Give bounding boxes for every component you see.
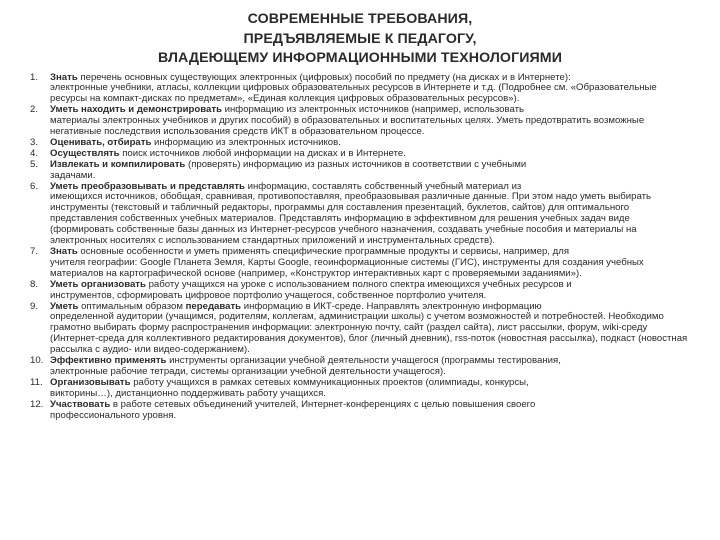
item-keyword: Уметь преобразовывать и представлять (50, 180, 245, 192)
item-continuation: викторины…), дистанционно поддерживать работу учащихся. (50, 387, 326, 399)
item-keyword: Уметь организовать (50, 278, 146, 290)
item-first-line: информацию из электронных источников (например, использовать (221, 104, 525, 116)
item-text (50, 280, 692, 302)
title-line-3: ВЛАДЕЮЩЕМУ ИНФОРМАЦИОННЫМИ ТЕХНОЛОГИЯМИ (157, 50, 563, 66)
list-item (28, 378, 692, 400)
item-number: 10. (30, 355, 44, 367)
item-text (50, 302, 692, 357)
item-number: 5. (30, 158, 39, 170)
item-number: 9. (30, 300, 39, 312)
item-keyword: Эффективно применять (50, 355, 167, 367)
item-keyword: Знать (50, 246, 78, 257)
list-item (28, 400, 692, 422)
item-text (50, 378, 692, 400)
item-text (50, 73, 692, 106)
item-number: 6. (30, 180, 39, 192)
item-keyword: Осуществлять (50, 147, 120, 159)
item-number: 12. (30, 398, 44, 410)
item-keyword: Оценивать, отбирать (50, 136, 152, 148)
item-continuation: электронные рабочие тетради, системы организации учебной деятельности учащегося). (50, 365, 446, 377)
item-first-line: (проверять) информацию из разных источников в соответствии с учебными (185, 158, 527, 170)
item-continuation: материалы электронных учебников и других пособий) в образовательных и воспитательных целях. Уметь предотвратить возможные негативные последствия использования средств ИКТ в образовательном процессе. (50, 115, 645, 138)
list-item (28, 302, 692, 357)
list-item (28, 356, 692, 378)
requirements-list (28, 73, 692, 422)
item-text (50, 105, 692, 138)
item-first-line: перечень основных существующих электронных (цифровых) пособий по предмету (на дисках и в Интернете): (77, 71, 571, 83)
item-number: 1. (30, 71, 39, 83)
item-continuation: задачами. (50, 169, 96, 181)
item-keyword: Уметь находить и демонстрировать (50, 104, 222, 116)
item-first-line: работу учащихся в рамках сетевых коммуникационных проектов (олимпиады, конкурсы, (130, 376, 529, 388)
item-text (50, 400, 692, 422)
item-keyword-2: передавать (185, 300, 242, 312)
item-text (50, 356, 692, 378)
item-keyword: Организовывать (50, 376, 131, 388)
item-number: 4. (30, 147, 39, 159)
title-line-2: ПРЕДЪЯВЛЯЕМЫЕ К ПЕДАГОГУ, (243, 30, 477, 47)
item-continuation: электронные учебники, атласы, коллекции цифровых образовательных ресурсов в Интернете и т.д. (Подробнее см. «Образовательные ресурсы на компакт-дисках по предметам», «Единая коллекция цифровых образовательных ресурсов»). (50, 82, 657, 105)
item-first-line: информацию из электронных источников. (151, 136, 341, 148)
item-first-line: в работе сетевых объединений учителей, Интернет-конференциях с целью повышения своего (110, 398, 536, 410)
item-continuation: инструментов, сформировать цифровое портфолио учащегося, собственное портфолио учителя. (50, 289, 487, 301)
list-item (28, 73, 692, 106)
page-title (28, 10, 692, 69)
item-first-line: работу учащихся на уроке с использованием полного спектра имеющихся учебных ресурсов и (145, 278, 572, 290)
item-keyword: Извлекать и компилировать (50, 158, 186, 170)
item-first-line: основные особенности и уметь применять специфические программные продукты и сервисы, например, для (77, 246, 570, 257)
list-item (28, 280, 692, 302)
item-first-line: информацию, составлять собственный учебный материал из (244, 180, 522, 192)
item-number: 3. (30, 136, 39, 148)
item-first-line-2: информацию в ИКТ-среде. Направлять электронную информацию (241, 300, 542, 312)
item-first-line: поиск источников любой информации на дисках и в Интернете. (119, 147, 406, 159)
list-item (28, 105, 692, 138)
item-number: 8. (30, 278, 39, 290)
item-keyword: Участвовать (50, 398, 111, 410)
item-first-line: инструменты организации учебной деятельности учащегося (программы тестирования, (166, 355, 561, 367)
item-continuation: профессионального уровня. (50, 409, 177, 421)
item-text (50, 182, 692, 247)
item-text (50, 247, 692, 280)
list-item (28, 182, 692, 247)
item-continuation: имеющихся источников, обобщая, сравнивая, противопоставляя, преобразовывая различные данные. При этом надо уметь выбирать инструменты (текстовый и табличный редакторы, программы для составления презентаций, буклетов, сайтов) для оптимального представления собственных учебных материалов. Представлять информацию в эффективном для решения учебных задач виде (формировать собственные базы данных из Интернет-ресурсов учебного назначения, создавать учебные пособия и материалы на электронных носителях с использованием стандартных приложений и инструментальных средств). (50, 191, 652, 247)
title-line-1: СОВРЕМЕННЫЕ ТРЕБОВАНИЯ, (247, 11, 473, 27)
list-item (28, 247, 692, 280)
item-continuation: учителя географии: Google Планета Земля, Карты Google, геоинформационные системы (ГИС), инструменты для создания учебных материалов на картографической основе (например, «Конструктор интерактивных карт с проверяемыми заданиями»). (50, 256, 644, 279)
list-item (28, 160, 692, 182)
item-keyword: Знать (50, 71, 78, 83)
item-keyword: Уметь (50, 300, 79, 312)
item-continuation: определенной аудитории (учащимся, родителям, коллегам, администрации школы) с учетом возможностей и потребностей. Необходимо грамотно выбирать форму распространения информации: электронную почту, сайт (раздел сайта), лист рассылки, форум, wiki-среду (Интернет-среда для коллективного редактирования документов), блог (личный дневник), rss-поток (новостная рассылка), подкаст (новостная рассылка с аудио- или видео-содержанием). (50, 311, 688, 356)
item-number: 7. (30, 246, 39, 257)
item-text (50, 160, 692, 182)
item-number: 2. (30, 104, 39, 116)
item-first-line: оптимальным образом (78, 300, 186, 312)
item-number: 11. (30, 376, 43, 388)
